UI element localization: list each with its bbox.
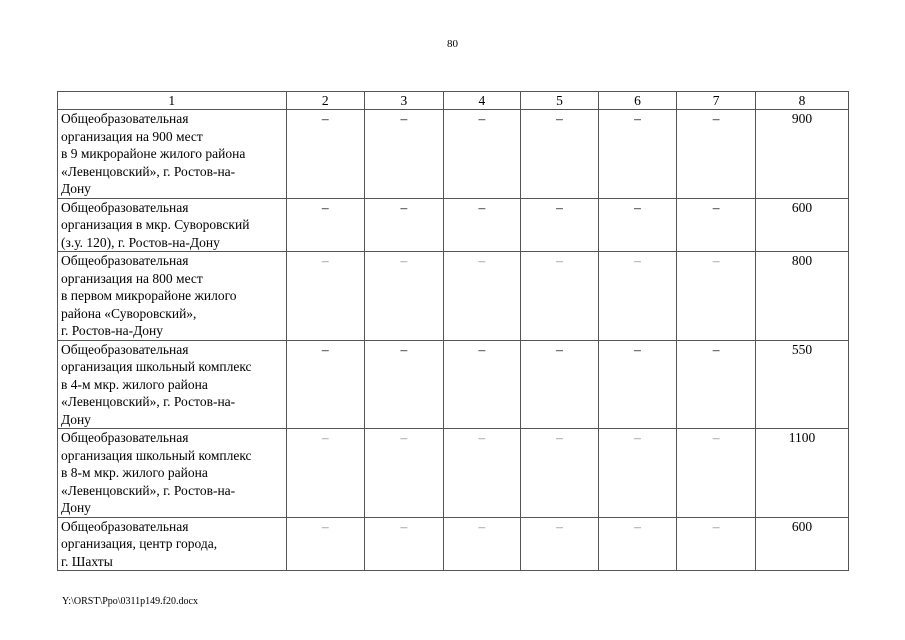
value-cell: – xyxy=(443,517,521,571)
column-header: 7 xyxy=(677,92,756,110)
value-cell: – xyxy=(286,110,365,199)
value-cell: – xyxy=(443,252,521,341)
value-cell: – xyxy=(286,517,365,571)
value-cell: – xyxy=(365,429,444,518)
facility-name-line: в 4-м мкр. жилого района xyxy=(61,376,208,392)
value-cell: – xyxy=(521,517,599,571)
table-row xyxy=(58,429,849,518)
table-row xyxy=(58,110,849,199)
value-cell: – xyxy=(598,198,677,252)
page-number: 80 xyxy=(447,38,458,50)
value-cell: – xyxy=(598,429,677,518)
facility-name-line: организация на 900 мест xyxy=(61,128,203,144)
value-cell: – xyxy=(598,340,677,429)
column-header: 5 xyxy=(521,92,599,110)
value-cell: – xyxy=(365,252,444,341)
capacity-cell: 600 xyxy=(755,517,848,571)
value-cell: – xyxy=(521,110,599,199)
capacity-cell: 1100 xyxy=(755,429,848,518)
value-cell: – xyxy=(365,517,444,571)
value-cell: – xyxy=(677,517,756,571)
value-cell: – xyxy=(598,517,677,571)
value-cell: – xyxy=(286,429,365,518)
value-cell: – xyxy=(677,110,756,199)
facility-name-cell xyxy=(58,252,287,341)
facility-name-line: г. Ростов-на-Дону xyxy=(61,323,164,338)
facility-name-line: Дону xyxy=(61,181,91,196)
facility-name-cell xyxy=(58,340,287,429)
column-header: 2 xyxy=(286,92,365,110)
value-cell: – xyxy=(286,198,365,252)
value-cell: – xyxy=(521,340,599,429)
facility-name-line: района «Суворовский», xyxy=(61,305,197,321)
value-cell: – xyxy=(521,429,599,518)
facility-name-cell xyxy=(58,198,287,252)
facility-name-cell xyxy=(58,429,287,518)
column-header: 3 xyxy=(365,92,444,110)
facility-name-line: «Левенцовский», г. Ростов-на- xyxy=(61,394,236,409)
value-cell: – xyxy=(677,340,756,429)
value-cell: – xyxy=(365,110,444,199)
facility-name-line: в 9 микрорайоне жилого района xyxy=(61,146,246,161)
facility-name-line: организация школьный комплекс xyxy=(61,447,252,463)
facility-name-line: Общеобразовательная xyxy=(61,199,189,215)
facility-name-line: организация, центр города, xyxy=(61,536,218,551)
facility-name-line: Общеобразовательная xyxy=(61,341,189,357)
value-cell: – xyxy=(365,340,444,429)
value-cell: – xyxy=(598,110,677,199)
facility-name-line: «Левенцовский», г. Ростов-на- xyxy=(61,482,236,498)
capacity-cell: 900 xyxy=(755,110,848,199)
facility-name-line: в первом микрорайоне жилого xyxy=(61,288,237,303)
facility-name-line: организация школьный комплекс xyxy=(61,359,252,374)
capacity-cell: 600 xyxy=(755,198,848,252)
value-cell: – xyxy=(443,110,521,199)
value-cell: – xyxy=(677,429,756,518)
value-cell: – xyxy=(443,340,521,429)
value-cell: – xyxy=(286,340,365,429)
column-header: 4 xyxy=(443,92,521,110)
facility-name-line: Общеобразовательная xyxy=(61,430,189,445)
facility-name-line: Дону xyxy=(61,500,91,515)
column-header: 8 xyxy=(755,92,848,110)
facility-name-line: Общеобразовательная xyxy=(61,111,189,126)
facility-name-line: Общеобразовательная xyxy=(61,253,189,268)
facility-name-line: г. Шахты xyxy=(61,553,113,569)
facility-name-cell xyxy=(58,517,287,571)
facility-name-line: (з.у. 120), г. Ростов-на-Дону xyxy=(61,234,220,250)
facility-name-line: Общеобразовательная xyxy=(61,518,189,534)
value-cell: – xyxy=(443,429,521,518)
table-row xyxy=(58,252,849,341)
value-cell: – xyxy=(598,252,677,341)
facility-name-cell xyxy=(58,110,287,199)
file-path: Y:\ORST\Ppo\0311p149.f20.docx xyxy=(62,596,198,607)
facility-name-line: организация на 800 мест xyxy=(61,270,203,286)
value-cell: – xyxy=(365,198,444,252)
facility-name-line: в 8-м мкр. жилого района xyxy=(61,465,208,480)
capacity-cell: 800 xyxy=(755,252,848,341)
facility-name-line: Дону xyxy=(61,411,91,427)
value-cell: – xyxy=(286,252,365,341)
table-header-row xyxy=(58,92,849,110)
column-header: 6 xyxy=(598,92,677,110)
value-cell: – xyxy=(521,252,599,341)
value-cell: – xyxy=(677,252,756,341)
value-cell: – xyxy=(521,198,599,252)
table-row xyxy=(58,517,849,571)
data-table xyxy=(57,91,849,571)
table-row xyxy=(58,340,849,429)
facility-name-line: «Левенцовский», г. Ростов-на- xyxy=(61,163,236,179)
facility-name-line: организация в мкр. Суворовский xyxy=(61,217,250,232)
table-row xyxy=(58,198,849,252)
value-cell: – xyxy=(677,198,756,252)
column-header: 1 xyxy=(58,92,287,110)
capacity-cell: 550 xyxy=(755,340,848,429)
value-cell: – xyxy=(443,198,521,252)
